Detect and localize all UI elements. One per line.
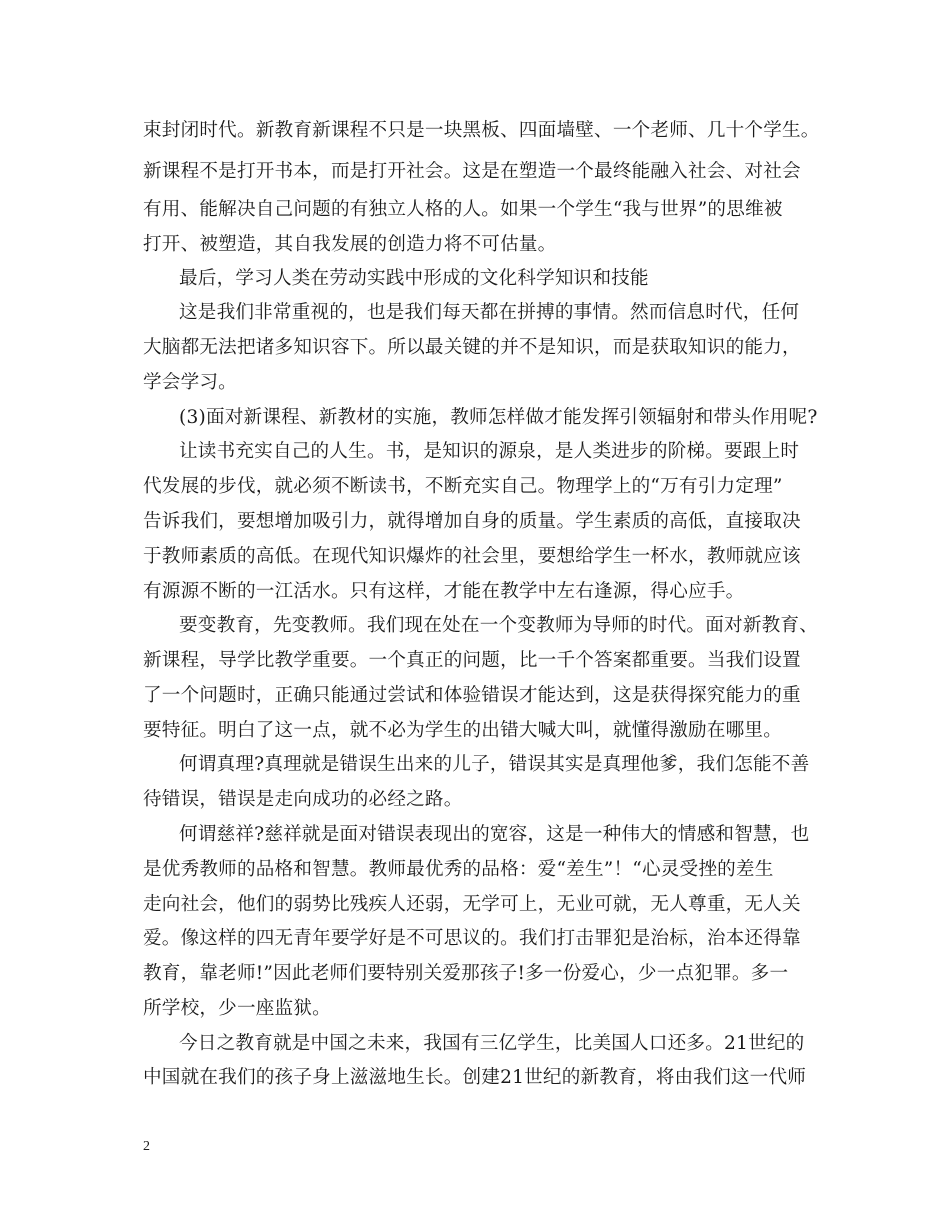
text-line: 走向社会，他们的弱势比残疾人还弱，无学可上，无业可就，无人尊重，无人关 bbox=[143, 894, 801, 915]
text-line: 中国就在我们的孩子身上滋滋地生长。创建21世纪的新教育，将由我们这一代师 bbox=[143, 1067, 807, 1088]
text-line: 于教师素质的高低。在现代知识爆炸的社会里，要想给学生一杯水，教师就应该 bbox=[143, 546, 801, 567]
text-line: 何谓慈祥?慈祥就是面对错误表现出的宽容，这是一种伟大的情感和智慧，也 bbox=[179, 824, 810, 845]
text-line: 打开、被塑造，其自我发展的创造力将不可估量。 bbox=[143, 234, 557, 255]
text-line: 是优秀教师的品格和智慧。教师最优秀的品格：爱“差生”！“心灵受挫的差生 bbox=[143, 859, 774, 880]
text-line: 爱。像这样的四无青年要学好是不可思议的。我们打击罪犯是治标，治本还得靠 bbox=[143, 928, 801, 949]
text-line: 束封闭时代。新教育新课程不只是一块黑板、四面墙壁、一个老师、几十个学生。 bbox=[143, 120, 820, 141]
text-line: 大脑都无法把诸多知识容下。所以最关键的并不是知识，而是获取知识的能力， bbox=[143, 337, 801, 358]
text-line: 待错误，错误是走向成功的必经之路。 bbox=[143, 789, 463, 810]
text-line: 告诉我们，要想增加吸引力，就得增加自身的质量。学生素质的高低，直接取决 bbox=[143, 511, 801, 532]
text-line: 何谓真理?真理就是错误生出来的儿子，错误其实是真理他爹，我们怎能不善 bbox=[179, 754, 810, 775]
section-heading: (3)面对新课程、新教材的实施，教师怎样做才能发挥引领辐射和带头作用呢? bbox=[179, 407, 818, 428]
text-line: 新课程，导学比教学重要。一个真正的问题，比一千个答案都重要。当我们设置 bbox=[143, 650, 801, 671]
paragraph-heading: 最后，学习人类在劳动实践中形成的文化科学知识和技能 bbox=[179, 268, 649, 289]
text-line: 教育，靠老师!”因此老师们要特别关爱那孩子!多一份爱心，少一点犯罪。多一 bbox=[143, 963, 789, 984]
text-line: 今日之教育就是中国之未来，我国有三亿学生，比美国人口还多。21世纪的 bbox=[179, 1033, 805, 1054]
page-number: 2 bbox=[143, 1139, 150, 1154]
text-line: 学会学习。 bbox=[143, 372, 237, 393]
text-line: 有用、能解决自己问题的有独立人格的人。如果一个学生“我与世界”的思维被 bbox=[143, 199, 783, 220]
text-line: 所学校，少一座监狱。 bbox=[143, 998, 331, 1019]
text-line: 要变教育，先变教师。我们现在处在一个变教师为导师的时代。面对新教育、 bbox=[179, 615, 818, 636]
text-line: 让读书充实自己的人生。书，是知识的源泉，是人类进步的阶梯。要跟上时 bbox=[179, 441, 800, 462]
text-line: 这是我们非常重视的，也是我们每天都在拼搏的事情。然而信息时代，任何 bbox=[179, 302, 800, 323]
text-line: 新课程不是打开书本，而是打开社会。这是在塑造一个最终能融入社会、对社会 bbox=[143, 161, 801, 182]
text-line: 有源源不断的一江活水。只有这样，才能在教学中左右逢源，得心应手。 bbox=[143, 581, 745, 602]
text-line: 代发展的步伐，就必须不断读书，不断充实自己。物理学上的“万有引力定理” bbox=[143, 476, 783, 497]
text-line: 要特征。明白了这一点，就不必为学生的出错大喊大叫，就懂得激励在哪里。 bbox=[143, 720, 782, 741]
text-line: 了一个问题时，正确只能通过尝试和体验错误才能达到，这是获得探究能力的重 bbox=[143, 685, 801, 706]
